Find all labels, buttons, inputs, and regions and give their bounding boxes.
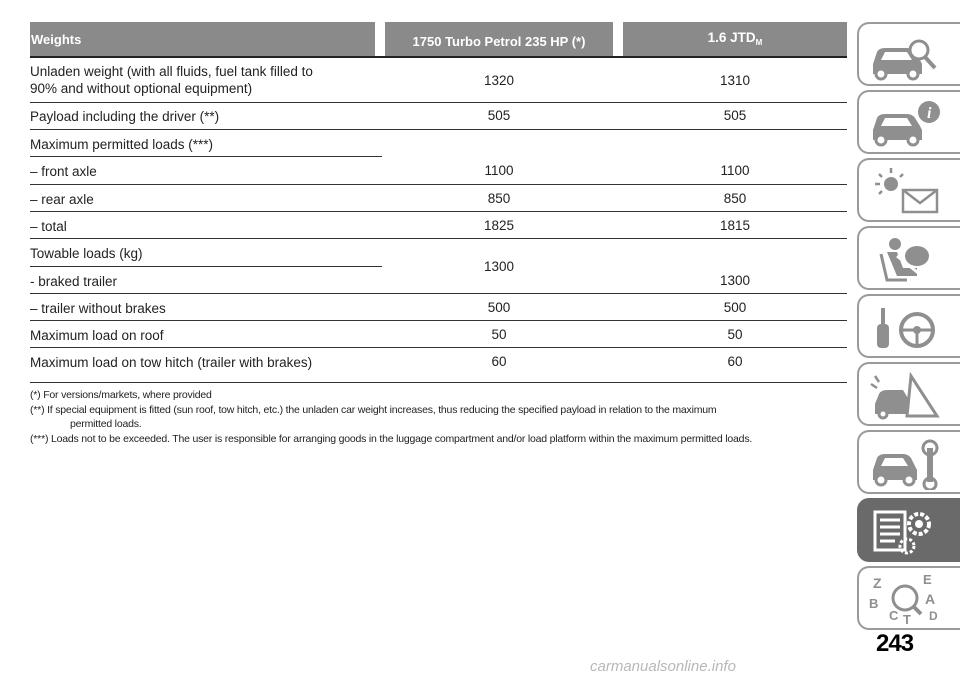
row-label: Payload including the driver (**) [30,109,220,124]
tab-warning-lights[interactable] [857,158,960,222]
header-version-petrol: 1750 Turbo Petrol 235 HP (*) [385,22,613,56]
row-divider [30,347,847,348]
row-label: – front axle [30,164,97,179]
row-value-diesel: 1815 [719,218,751,233]
svg-text:T: T [903,612,911,626]
row-divider [30,293,847,294]
row-divider [30,211,847,212]
car-search-icon [867,30,947,82]
svg-text:B: B [869,596,879,611]
tab-technical-data[interactable] [857,498,960,562]
airbag-seat-icon [867,234,947,286]
row-label: – total [30,219,67,234]
row-value-diesel: 60 [727,354,743,369]
tab-maintenance[interactable] [857,430,960,494]
row-value-diesel: 850 [723,191,747,206]
row-label: Maximum load on roof [30,328,164,343]
tab-car-search[interactable] [857,22,960,86]
row-divider [30,156,382,157]
row-label: – rear axle [30,192,94,207]
row-label: Maximum load on tow hitch (trailer with brakes) [30,355,313,370]
key-steering-wheel-icon [867,302,947,354]
row-divider [30,129,847,130]
row-value-petrol: 850 [487,191,511,206]
car-wrench-icon [867,438,947,490]
row-label: Towable loads (kg) [30,246,143,261]
svg-text:A: A [925,591,936,607]
technical-data-gear-icon [867,506,947,558]
watermark: carmanualsonline.info [590,658,736,675]
row-label: - braked trailer [30,274,118,289]
row-value-diesel: 1100 [720,163,750,178]
table-header [30,22,847,58]
footnote: (*) For versions/markets, where provided [30,389,212,401]
row-value-petrol: 60 [491,354,507,369]
row-value-petrol: 1320 [483,73,515,88]
row-divider [30,266,382,267]
row-value-diesel: 1310 [719,73,751,88]
tab-starting-driving[interactable] [857,294,960,358]
footnote: (**) If special equipment is fitted (sun roof, tow hitch, etc.) the unladen car weight increases, thus reducing the specified payload in relation to the maximum permitted loads. [30,404,717,430]
svg-text:i: i [927,105,932,122]
svg-text:C: C [889,608,899,623]
row-divider [30,102,847,103]
row-label: Unladen weight (with all fluids, fuel tank filled to [30,64,313,79]
svg-text:D: D [929,609,938,623]
tab-car-info[interactable] [857,90,960,154]
row-label: – trailer without brakes [30,301,166,316]
header-weights: Weights [30,22,375,56]
warning-light-message-icon [867,166,947,218]
tab-emergency[interactable] [857,362,960,426]
row-value-diesel: 50 [727,327,743,342]
row-label: Maximum permitted loads (***) [30,137,214,152]
car-info-icon [867,98,947,150]
tab-safety[interactable] [857,226,960,290]
row-value-petrol: 1100 [484,163,514,178]
row-divider [30,382,847,383]
row-value-diesel: 505 [723,108,747,123]
footnotes [30,388,850,447]
row-divider [30,238,847,239]
row-divider [30,320,847,321]
row-value-petrol: 500 [487,300,511,315]
svg-text:Z: Z [873,575,882,591]
row-value-diesel: 1300 [719,273,751,288]
alphabetical-index-icon [867,574,947,626]
page-number: 243 [876,630,914,657]
car-accident-icon [867,370,947,422]
row-value-petrol: 1300 [483,259,515,274]
row-value-petrol: 50 [491,327,507,342]
svg-text:E: E [923,574,932,587]
weights-table [30,22,847,370]
header-version-diesel: 1.6 $JTD_M$ [623,22,847,56]
row-value-petrol: 505 [487,108,511,123]
row-label: 90% and without optional equipment) [30,81,253,96]
footnote: (***) Loads not to be exceeded. The user is responsible for arranging goods in the luggage compartment and/or load platform within the maximum permitted loads. [30,433,753,445]
row-value-petrol: 1825 [483,218,515,233]
tab-index[interactable] [857,566,960,630]
row-divider [30,184,847,185]
row-value-diesel: 500 [723,300,747,315]
